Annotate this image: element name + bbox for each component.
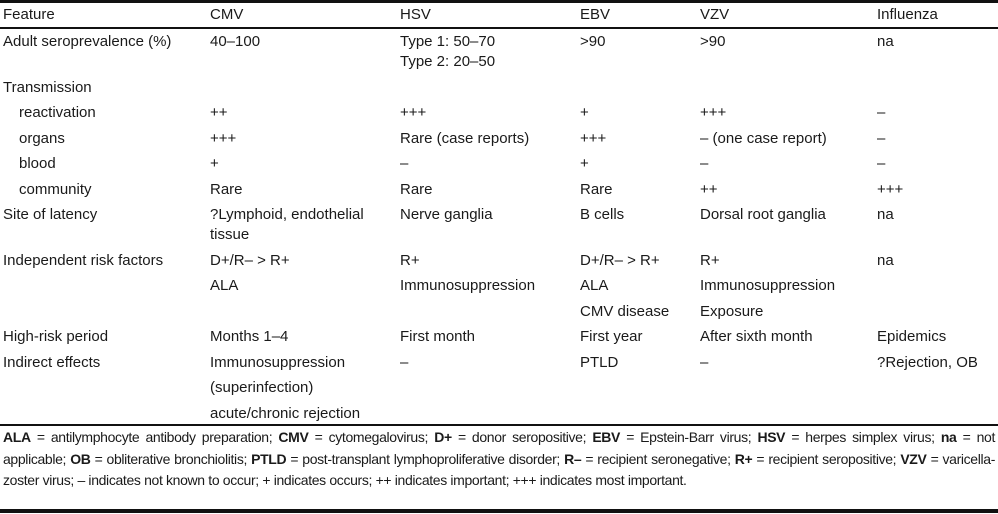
column-header: EBV bbox=[580, 6, 611, 23]
footnote-definition: = herpes simplex virus; bbox=[785, 429, 941, 445]
footnote-abbreviation: PTLD bbox=[251, 450, 287, 467]
table-row bbox=[0, 350, 998, 376]
table-row bbox=[0, 126, 998, 152]
table-cell: ALA bbox=[580, 277, 609, 294]
table-cell: ?Rejection, OB bbox=[877, 353, 978, 371]
virus-comparison-table bbox=[0, 3, 998, 426]
table-cell: – bbox=[877, 129, 886, 147]
footnote-abbreviation: ALA bbox=[3, 429, 31, 445]
table-cell: +++ bbox=[877, 180, 904, 198]
row-label: community bbox=[19, 180, 92, 198]
table-cell: ?Lymphoid, endothelial tissue bbox=[210, 206, 364, 243]
table-cell bbox=[700, 378, 877, 398]
table-cell: CMV disease bbox=[580, 302, 670, 320]
column-header: Influenza bbox=[877, 6, 938, 23]
table-cell: – bbox=[877, 104, 886, 121]
table-cell: Immunosuppression bbox=[700, 277, 836, 294]
table-cell bbox=[877, 276, 997, 296]
row-label: blood bbox=[19, 155, 56, 172]
table-cell: – bbox=[700, 155, 709, 172]
table-cell: – bbox=[400, 155, 409, 172]
table-cell: Rare bbox=[580, 180, 613, 198]
table-cell: + bbox=[580, 155, 589, 172]
table-cell: >90 bbox=[580, 33, 606, 50]
row-label: High-risk period bbox=[3, 328, 109, 345]
table-cell: Rare bbox=[400, 180, 433, 198]
footnote-definition: = donor seropositive; bbox=[451, 429, 593, 445]
table-row bbox=[0, 299, 998, 325]
table-row bbox=[0, 401, 998, 427]
row-label: Adult seroprevalence (%) bbox=[3, 33, 172, 50]
table-cell: >90 bbox=[700, 33, 726, 50]
footnote-definition: = antilymphocyte antibody preparation; bbox=[30, 429, 279, 445]
table-row bbox=[0, 248, 998, 274]
table-cell: Immunosuppression bbox=[210, 353, 346, 371]
footnote-abbreviation: HSV bbox=[757, 429, 786, 445]
table-cell bbox=[877, 302, 997, 322]
table-cell: 40–100 bbox=[210, 33, 261, 50]
table-cell: na bbox=[877, 206, 894, 223]
table-cell: + bbox=[580, 104, 589, 121]
table-cell: +++ bbox=[580, 129, 607, 147]
footnote-abbreviation: na bbox=[940, 429, 957, 445]
column-header: CMV bbox=[210, 6, 244, 23]
column-header: VZV bbox=[700, 6, 730, 23]
footnote-abbreviation: R+ bbox=[734, 450, 753, 467]
table-cell: R+ bbox=[400, 251, 420, 269]
table-row bbox=[0, 324, 998, 350]
table-cell bbox=[700, 404, 877, 424]
row-label: Transmission bbox=[3, 78, 92, 96]
table-row bbox=[0, 375, 998, 401]
table-cell: Type 1: 50–70 Type 2: 20–50 bbox=[400, 33, 496, 70]
table-cell: Dorsal root ganglia bbox=[700, 206, 826, 223]
table-row bbox=[0, 100, 998, 126]
table-cell: +++ bbox=[700, 104, 727, 121]
table-row bbox=[0, 75, 998, 101]
table-cell: ++ bbox=[700, 180, 718, 198]
column-header: HSV bbox=[400, 6, 431, 23]
table-cell: First year bbox=[580, 328, 643, 345]
footnote-definition: = not applicable; bbox=[3, 429, 995, 467]
footnote-definition: = recipient seronegative; bbox=[581, 450, 735, 467]
table-cell: R+ bbox=[700, 251, 720, 269]
table-cell: D+/R– > R+ bbox=[580, 251, 660, 269]
footnote-abbreviation: VZV bbox=[900, 450, 927, 467]
row-label: Indirect effects bbox=[3, 353, 101, 371]
table-cell bbox=[580, 378, 700, 398]
table-cell: Nerve ganglia bbox=[400, 206, 493, 223]
table-cell: PTLD bbox=[580, 353, 619, 371]
table-row bbox=[0, 29, 998, 75]
row-label: organs bbox=[19, 129, 65, 147]
table-cell bbox=[210, 78, 400, 98]
table-cell: acute/chronic rejection bbox=[210, 404, 361, 422]
table-cell: + bbox=[210, 155, 219, 172]
row-label bbox=[0, 378, 210, 398]
table-cell: – (one case report) bbox=[700, 129, 827, 147]
table-cell bbox=[400, 302, 580, 322]
table-cell: Rare bbox=[210, 180, 243, 198]
table-cell: +++ bbox=[400, 104, 427, 121]
table-cell: ALA bbox=[210, 277, 239, 294]
table-cell bbox=[580, 404, 700, 424]
table-footnote bbox=[3, 427, 995, 492]
table-cell bbox=[877, 404, 997, 424]
table-cell: Epidemics bbox=[877, 328, 947, 345]
table-cell: – bbox=[700, 353, 709, 371]
table-cell: +++ bbox=[210, 129, 237, 147]
footnote-definition: = recipient seropositive; bbox=[752, 450, 901, 467]
footnote-abbreviation: OB bbox=[70, 450, 91, 467]
table-cell bbox=[210, 302, 400, 322]
row-label bbox=[0, 302, 210, 322]
row-label bbox=[0, 276, 210, 296]
table-cell: – bbox=[400, 353, 409, 371]
row-label: Independent risk factors bbox=[3, 251, 164, 269]
table-cell: After sixth month bbox=[700, 328, 813, 345]
table-cell: Months 1–4 bbox=[210, 328, 289, 345]
table-cell: D+/R– > R+ bbox=[210, 251, 290, 269]
table-cell: – bbox=[877, 155, 886, 172]
table-row bbox=[0, 273, 998, 299]
footnote-definition: = varicella-zoster virus; – indicates not known to occur; + indicates occurs; ++ indicates important; +++ indicates most important. bbox=[3, 450, 996, 488]
table-cell: Rare (case reports) bbox=[400, 129, 530, 147]
footnote-definition: = cytomegalovirus; bbox=[308, 429, 435, 445]
footnote-definition: = Epstein-Barr virus; bbox=[620, 429, 758, 445]
table-cell bbox=[400, 404, 580, 424]
footnote-definition: = obliterative bronchiolitis; bbox=[90, 450, 252, 467]
table-cell: First month bbox=[400, 328, 476, 345]
footnote-abbreviation: EBV bbox=[592, 429, 621, 445]
bottom-rule bbox=[0, 509, 998, 513]
table-cell: ++ bbox=[210, 104, 228, 121]
row-label bbox=[0, 404, 210, 424]
table-row bbox=[0, 177, 998, 203]
table-cell: na bbox=[877, 251, 894, 269]
table-cell: Exposure bbox=[700, 302, 764, 320]
table-bottom-rule bbox=[0, 424, 998, 426]
table-header-row bbox=[0, 3, 998, 29]
column-header: Feature bbox=[3, 6, 55, 23]
table-cell: (superinfection) bbox=[210, 379, 314, 396]
table-cell: B cells bbox=[580, 206, 625, 223]
row-label: reactivation bbox=[19, 104, 96, 121]
table-cell bbox=[400, 378, 580, 398]
table-cell: Immunosuppression bbox=[400, 277, 536, 294]
footnote-abbreviation: D+ bbox=[434, 429, 452, 445]
table-cell bbox=[700, 78, 877, 98]
row-label: Site of latency bbox=[3, 206, 98, 223]
footnote-definition: = post-transplant lymphoproliferative disorder; bbox=[286, 450, 565, 467]
table-row bbox=[0, 151, 998, 177]
table-cell bbox=[400, 78, 580, 98]
table-cell bbox=[877, 78, 997, 98]
table-cell bbox=[877, 378, 997, 398]
table-cell: na bbox=[877, 33, 894, 50]
footnote-abbreviation: R– bbox=[564, 450, 582, 467]
table-cell bbox=[580, 78, 700, 98]
table-row bbox=[0, 202, 998, 248]
footnote-abbreviation: CMV bbox=[278, 429, 309, 445]
